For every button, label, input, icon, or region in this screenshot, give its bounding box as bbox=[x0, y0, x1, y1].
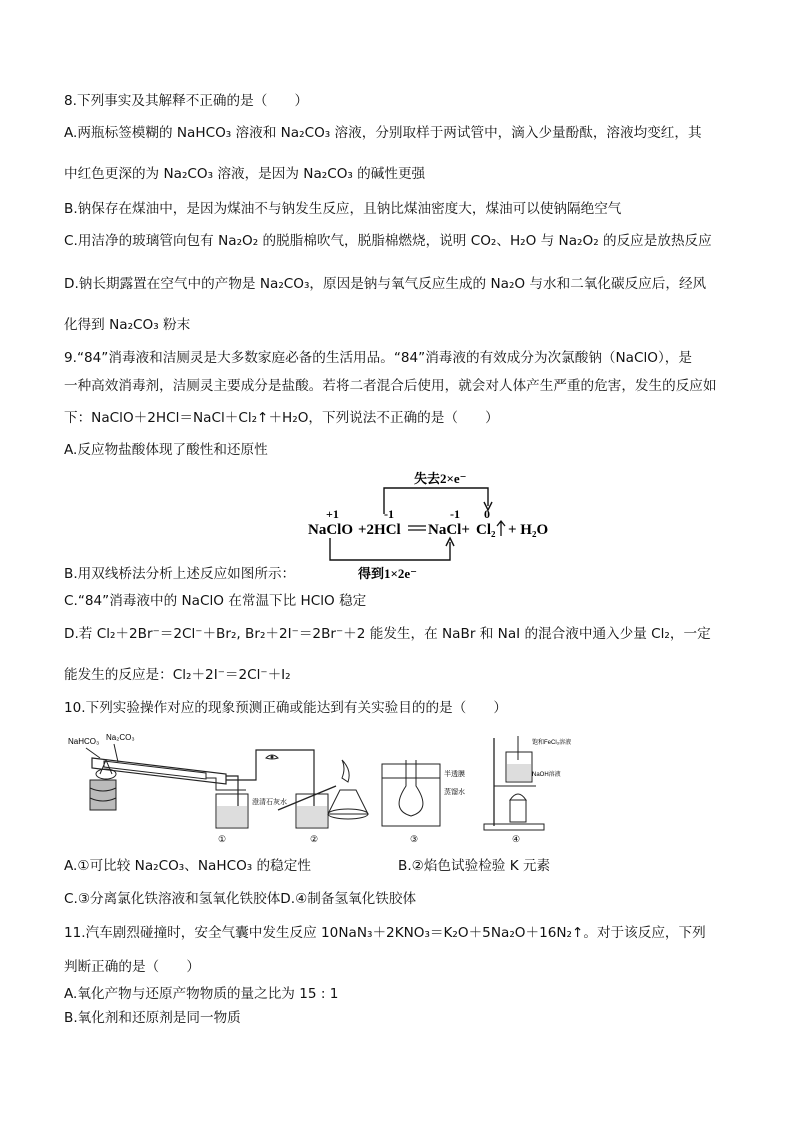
q11-option-a: A.氧化产物与还原产物物质的量之比为 15 : 1 bbox=[64, 986, 339, 1002]
gain-electrons-label: 得到1×2e⁻ bbox=[358, 566, 418, 581]
apparatus-figure bbox=[66, 730, 572, 848]
q9-option-c: C.“84”消毒液中的 NaClO 在常温下比 HClO 稳定 bbox=[64, 593, 367, 609]
q8-option-d-line1: D.钠长期露置在空气中的产物是 Na₂CO₃，原因是钠与氧气反应生成的 Na₂O 与水和二氧化碳反应后，经风 bbox=[64, 276, 707, 292]
eq-nacl: NaCl+ bbox=[428, 522, 470, 538]
eq-hcl: +2HCl bbox=[358, 522, 401, 538]
q9-option-a: A.反应物盐酸体现了酸性和还原性 bbox=[64, 442, 268, 458]
svg-text:半透膜: 半透膜 bbox=[444, 771, 465, 778]
lose-electrons-label: 失去2×e⁻ bbox=[414, 471, 467, 486]
svg-text:澄清石灰水: 澄清石灰水 bbox=[252, 799, 287, 806]
svg-text:蒸馏水: 蒸馏水 bbox=[444, 789, 465, 796]
apparatus-1 bbox=[68, 733, 328, 844]
eq-h2o: + H₂O bbox=[508, 522, 549, 538]
svg-text:③: ③ bbox=[410, 834, 419, 844]
q9-stem-line1: 9.“84”消毒液和洁厕灵是大多数家庭必备的生活用品。“84”消毒液的有效成分为次氯酸钠（NaClO），是 bbox=[64, 350, 692, 366]
q9-stem-line3: 下：NaClO＋2HCl＝NaCl＋Cl₂↑＋H₂O，下列说法不正确的是（ ） bbox=[64, 410, 499, 426]
apparatus-3 bbox=[382, 760, 465, 844]
q10-option-b: B.②焰色试验检验 K 元素 bbox=[398, 858, 551, 874]
svg-text:NaHCO₃: NaHCO₃ bbox=[68, 737, 100, 746]
q8-option-a-line2: 中红色更深的为 Na₂CO₃ 溶液，是因为 Na₂CO₃ 的碱性更强 bbox=[64, 166, 426, 182]
svg-text:②: ② bbox=[310, 834, 319, 844]
svg-text:①: ① bbox=[218, 834, 227, 844]
svg-text:Na₂CO₃: Na₂CO₃ bbox=[106, 733, 135, 742]
q8-option-c: C.用洁净的玻璃管向包有 Na₂O₂ 的脱脂棉吹气，脱脂棉燃烧，说明 CO₂、H₂O 与 Na₂O₂ 的反应是放热反应 bbox=[64, 233, 712, 249]
valence-cl-nacl: -1 bbox=[450, 507, 460, 521]
apparatus-4 bbox=[484, 736, 571, 844]
q9-option-b: B.用双线桥法分析上述反应如图所示： bbox=[64, 566, 296, 582]
q8-option-b: B.钠保存在煤油中，是因为煤油不与钠发生反应，且钠比煤油密度大，煤油可以使钠隔绝空气 bbox=[64, 201, 622, 217]
eq-naclo: NaClO bbox=[308, 522, 353, 538]
valence-cl-hcl: -1 bbox=[384, 507, 394, 521]
q10-option-a: A.①可比较 Na₂CO₃、NaHCO₃ 的稳定性 bbox=[64, 858, 311, 874]
eq-cl2: Cl₂ bbox=[476, 522, 496, 538]
q8-stem: 8.下列事实及其解释不正确的是（ ） bbox=[64, 93, 309, 109]
q8-option-a-line1: A.两瓶标签模糊的 NaHCO₃ 溶液和 Na₂CO₃ 溶液，分别取样于两试管中，滴入少量酚酞，溶液均变红，其 bbox=[64, 125, 702, 141]
q11-stem-line2: 判断正确的是（ ） bbox=[64, 959, 200, 975]
q9-option-d-line1: D.若 Cl₂＋2Br⁻＝2Cl⁻＋Br₂, Br₂＋2I⁻＝2Br⁻＋2 能发生，在 NaBr 和 NaI 的混合液中通入少量 Cl₂，一定 bbox=[64, 626, 711, 642]
q9-stem-line2: 一种高效消毒剂，洁厕灵主要成分是盐酸。若将二者混合后使用，就会对人体产生严重的危害，发生的反应如 bbox=[64, 378, 717, 394]
double-bridge-diagram bbox=[300, 466, 560, 584]
svg-text:饱和FeCl₃溶液: 饱和FeCl₃溶液 bbox=[532, 740, 572, 746]
svg-text:NaOH溶液: NaOH溶液 bbox=[532, 772, 561, 778]
q11-stem-line1: 11.汽车剧烈碰撞时，安全气囊中发生反应 10NaN₃＋2KNO₃＝K₂O＋5Na₂O＋16N₂↑。对于该反应，下列 bbox=[64, 925, 706, 941]
q8-option-d-line2: 化得到 Na₂CO₃ 粉末 bbox=[64, 317, 191, 333]
q11-option-b: B.氧化剂和还原剂是同一物质 bbox=[64, 1010, 241, 1026]
svg-text:④: ④ bbox=[512, 834, 521, 844]
q9-option-d-line2: 能发生的反应是：Cl₂＋2I⁻＝2Cl⁻＋I₂ bbox=[64, 667, 291, 683]
valence-cl-naclo: +1 bbox=[326, 507, 339, 521]
valence-cl2: 0 bbox=[484, 507, 490, 521]
q10-stem: 10.下列实验操作对应的现象预测正确或能达到有关实验目的的是（ ） bbox=[64, 700, 508, 716]
q10-option-cd: C.③分离氯化铁溶液和氢氧化铁胶体D.④制备氢氧化铁胶体 bbox=[64, 891, 417, 907]
